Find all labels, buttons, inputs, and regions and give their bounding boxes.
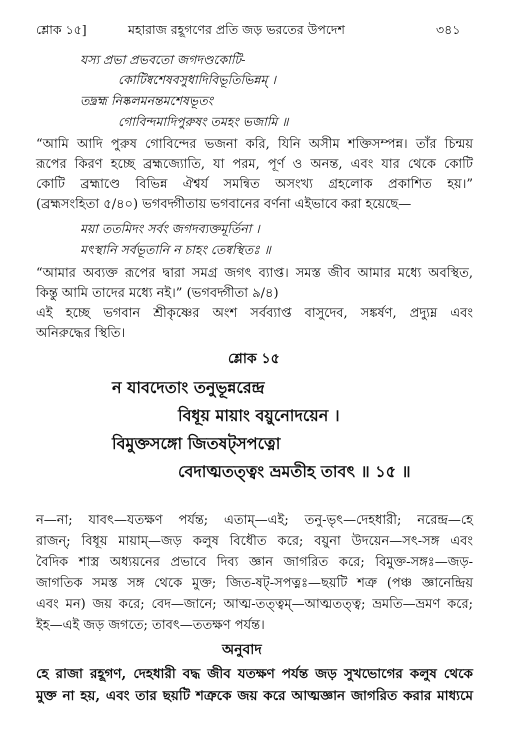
synonyms-line: বৈদিক শাস্ত্র অধ্যয়নের প্রভাবে দিব্য জ্ঞান জাগরিত করে; বিমুক্ত-সঙ্গঃ—জড়- xyxy=(36,555,473,570)
paragraph-line: কিন্তু আমি তাদের মধ্যে নই।” (ভগবদ্গীতা ৯/৪) xyxy=(36,286,279,301)
paragraph-line: কোটি ব্রহ্মাণ্ডে বিভিন্ন ঐশ্বর্য সমন্বিত অসংখ্য গ্রহলোক প্রকাশিত হয়।” xyxy=(36,177,473,192)
synonyms-line: ন—না; যাবৎ—যতক্ষণ পর্যন্ত; এতাম্—এই; তনু-ভৃৎ—দেহধারী; নরেন্দ্র—হে xyxy=(36,513,473,528)
paragraph-line: “আমি আদি পুরুষ গোবিন্দের ভজনা করি, যিনি অসীম শক্তিসম্পন্ন। তাঁর চিন্ময় xyxy=(36,137,473,152)
translation-heading: অনুবাদ xyxy=(222,642,262,658)
paragraph-line: এই হচ্ছে ভগবান শ্রীকৃষ্ণের অংশ সর্বব্যাপ্ত বাসুদেব, সঙ্কর্ষণ, প্রদ্যুম্ন এবং xyxy=(36,306,473,321)
sanskrit-quote-line: তদ্ব্রহ্ম নিষ্কলমনন্তমশেষভূতং xyxy=(80,93,213,108)
paragraph-line: “আমার অব্যক্ত রূপের দ্বারা সমগ্র জগৎ ব্যাপ্ত। সমস্ত জীব আমার মধ্যে অবস্থিত, xyxy=(36,266,473,281)
verse-heading: শ্লোক ১৫ xyxy=(228,351,280,367)
sanskrit-quote-line: যস্য প্রভা প্রভবতো জগদণ্ডকোটি- xyxy=(80,52,246,67)
verse-line: ন যাবদেতাং তনুভূন্নরেন্দ্র xyxy=(112,378,265,397)
synonyms-line: এবং মন) জয় করে; বেদ—জানে; আত্ম-তত্ত্বম্—আত্মতত্ত্ব; ভ্রমতি—ভ্রমণ করে; xyxy=(36,597,473,612)
paragraph-line: (ব্রহ্মসংহিতা ৫/৪০) ভগবদ্গীতায় ভগবানের বর্ণনা এইভাবে করা হয়েছে— xyxy=(36,197,412,212)
verse-line: বিধূয় মায়াং বয়ুনোদয়েন । xyxy=(178,406,340,425)
paragraph-line: অনিরুদ্ধের স্থিতি। xyxy=(36,326,126,341)
header-chapter-ref: শ্লোক ১৫] xyxy=(36,22,87,37)
translation-line: হে রাজা রহূগণ, দেহধারী বদ্ধ জীব যতক্ষণ পর্যন্ত জড় সুখভোগের কলুষ থেকে xyxy=(36,666,473,682)
sanskrit-quote-line: মৎস্থানি সর্বভূতানি ন চাহং তেষ্বস্থিতঃ ॥ xyxy=(80,242,271,257)
sanskrit-quote-line: গোবিন্দমাদিপুরুষং তমহং ভজামি ॥ xyxy=(118,114,289,129)
synonyms-line: জাগতিক সমস্ত সঙ্গ থেকে মুক্ত; জিত-ষট্-সপত্নঃ—ছয়টি শত্রু (পঞ্চ জ্ঞানেন্দ্রিয় xyxy=(36,576,473,591)
synonyms-line: রাজন্; বিধূয় মায়াম্—জড় কলুষ বিধৌত করে; বয়ুনা উদয়েন—সৎ-সঙ্গ এবং xyxy=(36,534,473,549)
sanskrit-quote-line: ময়া ততমিদং সর্বং জগদব্যক্তমূর্তিনা । xyxy=(80,221,260,236)
sanskrit-quote-line: কোটিষ্বশেষবসুধাদিবিভূতিভিন্নম্ । xyxy=(118,72,276,87)
verse-line: বেদাত্মতত্ত্বং ভ্রমতীহ তাবৎ ॥ ১৫ ॥ xyxy=(178,462,411,481)
header-title: মহারাজ রহূগণের প্রতি জড় ভরতের উপদেশ xyxy=(128,22,345,37)
synonyms-line: ইহ—এই জড় জগতে; তাবৎ—ততক্ষণ পর্যন্ত। xyxy=(36,618,265,633)
translation-line: মুক্ত না হয়, এবং তার ছয়টি শত্রুকে জয় করে আত্মজ্ঞান জাগরিত করার মাধ্যমে xyxy=(36,688,473,704)
page-number: ৩৪১ xyxy=(436,22,461,37)
verse-line: বিমুক্তসঙ্গো জিতষট্সপত্নো xyxy=(112,434,281,453)
paragraph-line: রূপের কিরণ হচ্ছে ব্রহ্মজ্যোতি, যা পরম, পূর্ণ ও অনন্ত, এবং যার থেকে কোটি xyxy=(36,157,473,172)
